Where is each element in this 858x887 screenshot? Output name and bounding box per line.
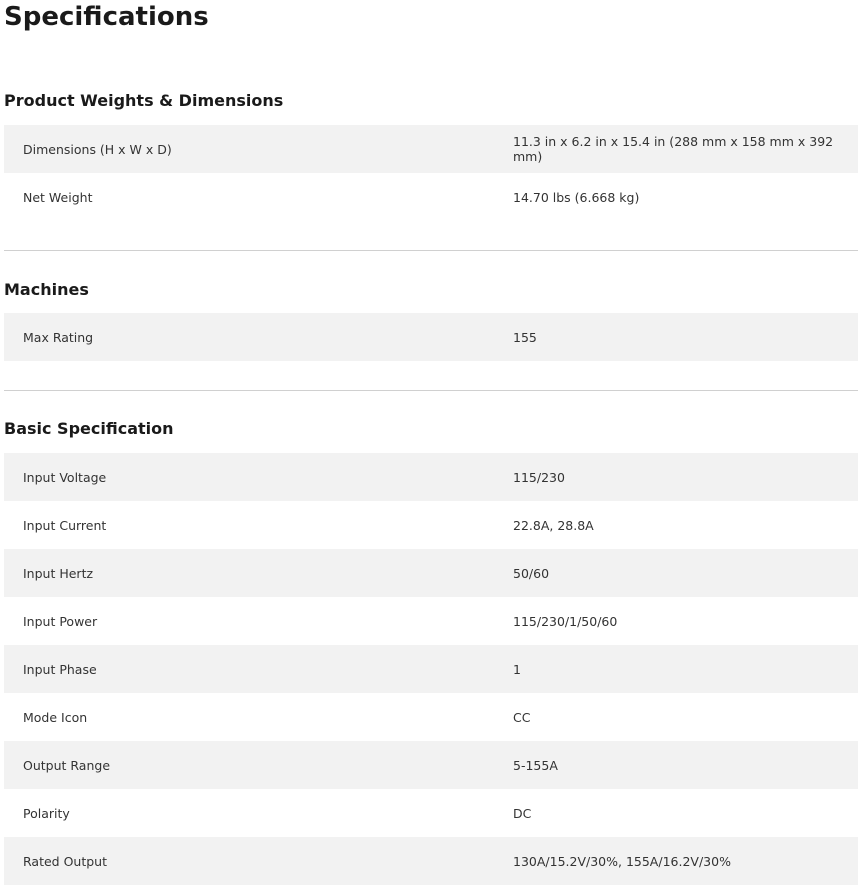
spec-value: 1 [513,661,521,677]
section-product-weights-dimensions [4,88,858,221]
section-heading: Product Weights & Dimensions [4,91,284,110]
spec-label: Input Power [23,613,98,629]
spec-value: 130A/15.2V/30%, 155A/16.2V/30% [513,853,731,869]
spec-label: Dimensions (H x W x D) [23,141,172,157]
spec-label: Max Rating [23,329,94,345]
spec-value: 22.8A, 28.8A [513,517,594,533]
spec-row [4,313,858,361]
spec-table [4,125,858,221]
spec-value: 11.3 in x 6.2 in x 15.4 in (288 mm x 158 mm x 392 mm) [513,134,834,164]
spec-value: 14.70 lbs (6.668 kg) [513,189,640,205]
spec-row [4,597,858,645]
spec-row [4,789,858,837]
spec-value: 115/230/1/50/60 [513,613,618,629]
spec-label: Input Current [23,517,107,533]
spec-table [4,313,858,361]
section-heading: Basic Specification [4,419,174,438]
spec-label: Input Phase [23,661,97,677]
spec-value: 155 [513,329,537,345]
spec-row [4,453,858,501]
spec-value: 115/230 [513,469,565,485]
spec-value: DC [513,805,532,821]
page-title: Specifications [4,2,209,32]
spec-label: Input Hertz [23,565,94,581]
section-heading: Machines [4,280,89,299]
spec-label: Net Weight [23,189,93,205]
section-machines [4,277,858,361]
spec-row [4,741,858,789]
spec-row [4,693,858,741]
section-divider [4,250,858,251]
spec-table [4,453,858,885]
spec-value: 5-155A [513,757,558,773]
spec-label: Output Range [23,757,111,773]
spec-value: CC [513,709,531,725]
spec-row [4,501,858,549]
spec-row [4,837,858,885]
spec-label: Input Voltage [23,469,107,485]
spec-row [4,549,858,597]
spec-label: Rated Output [23,853,107,869]
spec-row [4,125,858,173]
section-basic-specification [4,416,858,885]
section-divider [4,390,858,391]
spec-label: Mode Icon [23,709,88,725]
spec-label: Polarity [23,805,70,821]
spec-value: 50/60 [513,565,550,581]
spec-row [4,173,858,221]
spec-row [4,645,858,693]
